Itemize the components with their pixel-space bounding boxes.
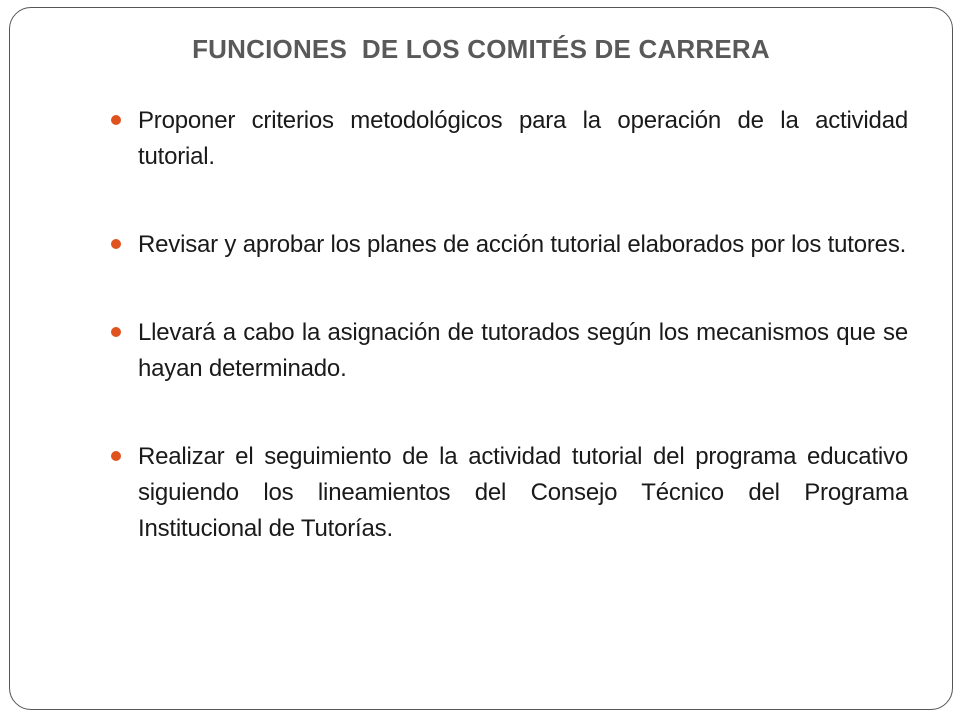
bullet-dot-icon [111, 115, 121, 125]
bullet-text: Llevará a cabo la asignación de tutorados según los mecanismos que se hayan determinado. [138, 319, 908, 382]
bullet-text: Realizar el seguimiento de la actividad tutorial del programa educativo siguiendo los lineamientos del Consejo Técnico del Programa Institucional de Tutorías. [138, 443, 908, 542]
bullet-dot-icon [111, 239, 121, 249]
slide-title: FUNCIONES DE LOS COMITÉS DE CARRERA [192, 34, 770, 64]
bullet-item [108, 439, 908, 547]
bullet-dot-icon [111, 451, 121, 461]
bullet-text: Revisar y aprobar los planes de acción tutorial elaborados por los tutores. [138, 231, 907, 258]
slide-frame [9, 7, 953, 710]
bullet-item [108, 227, 908, 263]
bullet-list [108, 103, 908, 599]
bullet-text: Proponer criterios metodológicos para la operación de la actividad tutorial. [138, 107, 908, 170]
bullet-item [108, 103, 908, 175]
bullet-item [108, 315, 908, 387]
bullet-dot-icon [111, 327, 121, 337]
